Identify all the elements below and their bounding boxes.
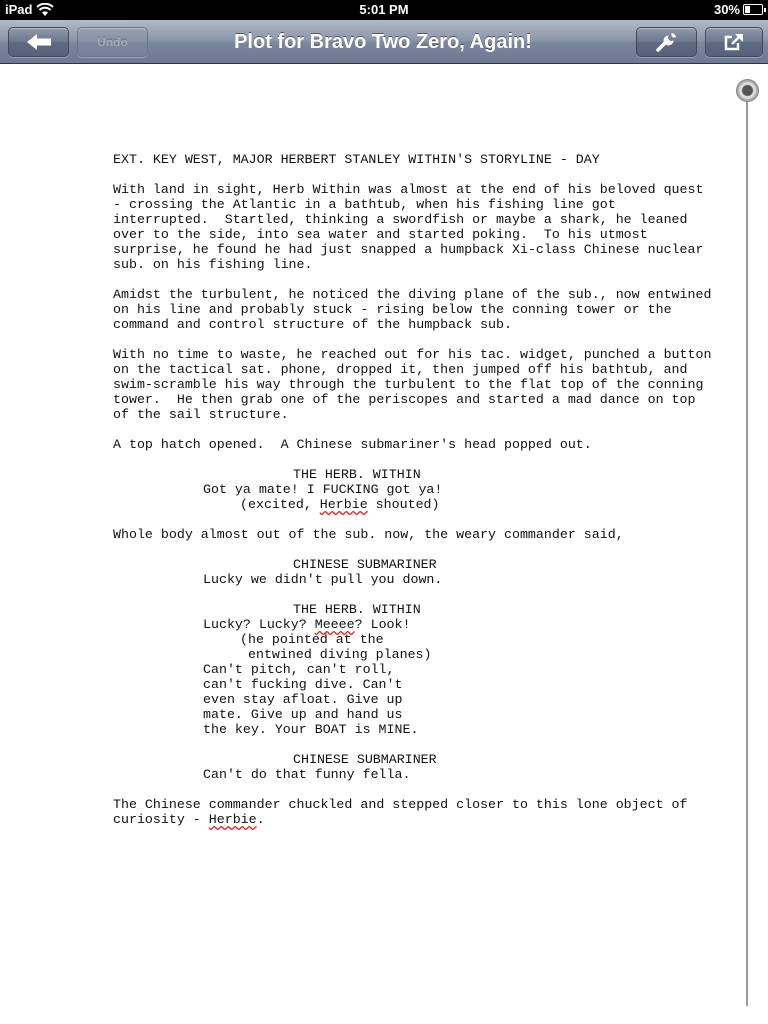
misspelled-word[interactable]: Meeee xyxy=(314,617,355,632)
dialogue-line[interactable]: Lucky we didn't pull you down. xyxy=(203,572,443,587)
scene-heading[interactable]: EXT. KEY WEST, MAJOR HERBERT STANLEY WITHIN'S STORYLINE - DAY xyxy=(113,152,600,167)
dialogue-block xyxy=(113,602,713,737)
navigation-bar xyxy=(0,20,768,64)
page-title: Plot for Bravo Two Zero, Again! xyxy=(234,31,532,53)
undo-button[interactable]: Undo xyxy=(77,27,148,57)
dialogue-line[interactable]: Can't do that funny fella. xyxy=(203,767,411,782)
action-paragraph[interactable]: With land in sight, Herb Within was almost at the end of his beloved quest - crossing the Atlantic in a bathtub, when his fishing line got interrupted. Startled, thinking a swordfish or maybe a shark, he leaned over to the side, into sea water and started poking. To his utmost surprise, he found he had just snapped a humpback Xi-class Chinese nuclear sub. on his fishing line. xyxy=(113,182,712,272)
dialogue-line[interactable]: Lucky? Lucky? Meeee? Look! xyxy=(203,617,411,632)
back-button[interactable] xyxy=(8,27,69,57)
action-paragraph[interactable]: Whole body almost out of the sub. now, the weary commander said, xyxy=(113,527,624,542)
battery-percent: 30% xyxy=(713,2,740,17)
parenthetical[interactable]: (he pointed at the entwined diving planes) xyxy=(240,632,432,662)
misspelled-word[interactable]: Herbie xyxy=(208,812,257,827)
parenthetical[interactable]: (excited, Herbie shouted) xyxy=(240,497,440,512)
action-paragraph[interactable]: With no time to waste, he reached out for his tac. widget, punched a button on the tactical sat. phone, dropped it, then jumped off his bathtub, and swim-scramble his way through the turbulent to the flat top of the conning tower. He then grab one of the periscopes and started a mad dance on top of the sail structure. xyxy=(113,347,720,422)
dialogue-block xyxy=(113,557,713,587)
character-name[interactable]: THE HERB. WITHIN xyxy=(293,467,421,482)
action-paragraph[interactable]: Amidst the turbulent, he noticed the diving plane of the sub., now entwined on his line and probably stuck - rising below the conning tower or the command and control structure of the humpback sub. xyxy=(113,287,720,332)
character-name[interactable]: CHINESE SUBMARINER xyxy=(293,557,437,572)
device-name: iPad xyxy=(5,2,33,17)
scroll-thumb[interactable] xyxy=(736,79,759,102)
battery-icon xyxy=(743,4,763,15)
dialogue-block xyxy=(113,752,713,782)
scroll-track[interactable] xyxy=(746,92,748,1006)
dialogue-line[interactable]: Got ya mate! I FUCKING got ya! xyxy=(203,482,443,497)
character-name[interactable]: THE HERB. WITHIN xyxy=(293,602,421,617)
status-bar xyxy=(0,0,768,20)
dialogue-block xyxy=(113,467,713,512)
share-icon xyxy=(724,33,744,51)
misspelled-word[interactable]: Herbie xyxy=(319,497,368,512)
screenplay-page[interactable] xyxy=(113,152,720,842)
character-name[interactable]: CHINESE SUBMARINER xyxy=(293,752,437,767)
clock: 5:01 PM xyxy=(359,2,409,17)
action-paragraph[interactable]: The Chinese commander chuckled and stepped closer to this lone object of curiosity - Herbie. xyxy=(113,797,696,827)
back-arrow-icon xyxy=(26,33,52,51)
wrench-icon xyxy=(656,31,678,53)
dialogue-line[interactable]: Can't pitch, can't roll, can't fucking dive. Can't even stay afloat. Give up mate. Give up and hand us the key. Your BOAT is MINE. xyxy=(203,662,419,737)
share-button[interactable] xyxy=(705,27,763,57)
settings-button[interactable] xyxy=(636,27,697,57)
action-paragraph[interactable]: A top hatch opened. A Chinese submariner's head popped out. xyxy=(113,437,592,452)
